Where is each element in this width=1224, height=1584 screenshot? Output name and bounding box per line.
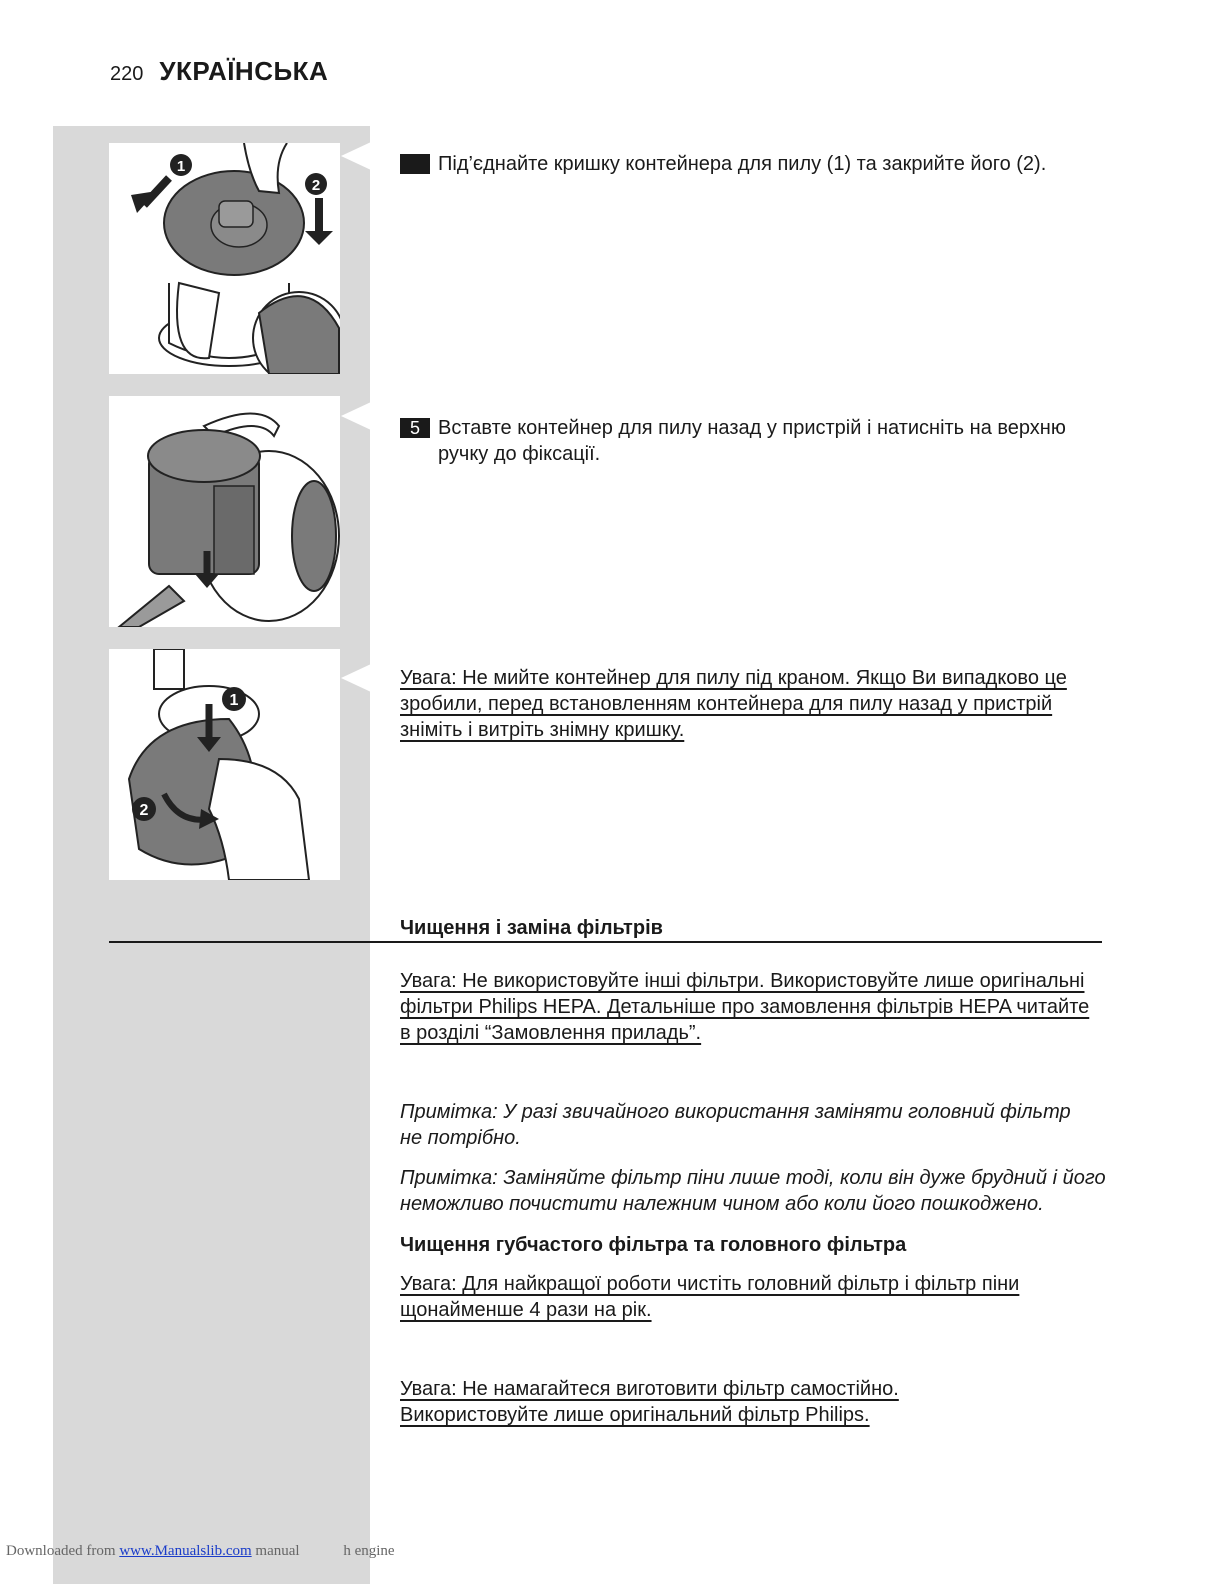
- note-main-filter: Примітка: У разі звичайного використання заміняти головний фільтр не потрібно.: [400, 1101, 1071, 1149]
- note-foam-filter: Примітка: Заміняйте фільтр піни лише тоді, коли він дуже брудний і його неможливо почистити належним чином або коли його пошкоджено.: [400, 1167, 1106, 1215]
- footer-word2: h engine: [343, 1543, 395, 1559]
- caution-cleaning-frequency: Увага: Для найкращої роботи чистіть головний фільтр і фільтр піни щонайменше 4 рази на рік.: [400, 1273, 1020, 1321]
- footer: [6, 1543, 395, 1560]
- figure3-badge-1: 1: [229, 692, 239, 709]
- step-attach-lid: [400, 151, 1110, 177]
- caution-make-filter: Увага: Не намагайтеся виготовити фільтр самостійно. Використовуйте лише оригінальний фільтр Philips.: [400, 1378, 899, 1426]
- footer-prefix: Downloaded from: [6, 1543, 116, 1559]
- section-divider: [109, 941, 1102, 943]
- figure1-pointer: [341, 142, 371, 170]
- page-header: [110, 56, 328, 87]
- page-number: 220: [110, 63, 144, 85]
- section-title-filters: Чищення і заміна фільтрів: [400, 917, 663, 939]
- step-insert-container: [400, 415, 1110, 467]
- container-insert-figure: [109, 396, 340, 627]
- footer-link[interactable]: www.Manualslib.com: [119, 1543, 252, 1559]
- section-title-cleaning: Чищення губчастого фільтра та головного фільтра: [400, 1234, 907, 1256]
- figure3-pointer: [341, 664, 371, 692]
- footer-word1: manual: [255, 1543, 300, 1559]
- figure3-badge-2: 2: [139, 802, 149, 819]
- step-number: 5: [400, 418, 430, 438]
- caution-filters: Увага: Не використовуйте інші фільтри. Використовуйте лише оригінальні фільтри Philips HEPA. Детальніше про замовлення фільтрів HEPA читайте в розділі “Замовлення приладь”.: [400, 970, 1090, 1044]
- lid-attach-figure: [109, 143, 340, 374]
- figure1-badge-2: 2: [311, 177, 321, 194]
- step-text: Вставте контейнер для пилу назад у пристрій і натисніть на верхню ручку до фіксації.: [438, 417, 1066, 465]
- step-text: Під’єднайте кришку контейнера для пилу (1) та закрийте його (2).: [438, 153, 1047, 175]
- language-title: УКРАЇНСЬКА: [159, 56, 329, 86]
- figure1-badge-1: 1: [176, 158, 186, 175]
- caution-wash: Увага: Не мийте контейнер для пилу під краном. Якщо Ви випадково це зробили, перед встановленням контейнера для пилу назад у пристрій зніміть і витріть знімну кришку.: [400, 667, 1067, 741]
- lid-remove-figure: [109, 649, 340, 880]
- step-number: [400, 154, 430, 174]
- figure2-pointer: [341, 402, 371, 430]
